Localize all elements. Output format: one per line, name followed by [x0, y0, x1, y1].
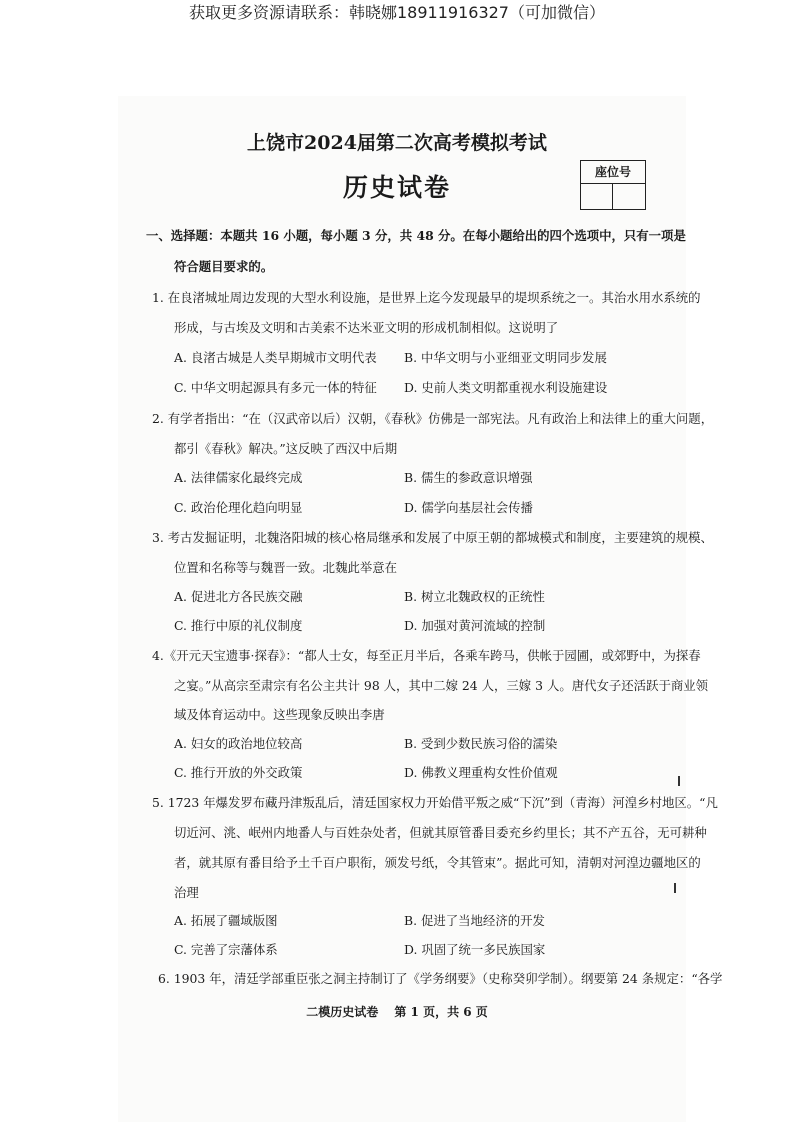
question-6-stem: 6. 1903 年，清廷学部重臣张之洞主持制订了《学务纲要》（史称癸卯学制）。纲要第 24 条规定：“各学 — [158, 971, 723, 986]
question-2-stem-cont: 都引《春秋》解决。”这反映了西汉中后期 — [174, 441, 398, 456]
question-4-option-c: C. 推行开放的外交政策 — [174, 765, 303, 780]
scan-mark — [678, 776, 680, 786]
section-heading: 一、选择题：本题共 16 小题，每小题 3 分，共 48 分。在每小题给出的四个选项中，只有一项是 — [146, 228, 686, 243]
question-4-option-b: B. 受到少数民族习俗的濡染 — [404, 736, 558, 751]
question-5-option-a: A. 拓展了疆域版图 — [174, 913, 278, 928]
section-heading-cont: 符合题目要求的。 — [174, 259, 274, 274]
question-1-option-d: D. 史前人类文明都重视水利设施建设 — [404, 380, 608, 395]
question-4-option-d: D. 佛教义理重构女性价值观 — [404, 765, 558, 780]
question-5-stem-cont-2: 者，就其原有番目给予土千百户职衔，颁发号纸，令其管束”。据此可知，清朝对河湟边疆地区的 — [174, 855, 701, 870]
question-2-option-b: B. 儒生的参政意识增强 — [404, 470, 533, 485]
question-2-option-a: A. 法律儒家化最终完成 — [174, 470, 303, 485]
question-1-stem: 1. 在良渚城址周边发现的大型水利设施，是世界上迄今发现最早的堤坝系统之一。其治水用水系统的 — [152, 290, 701, 305]
scanned-page — [118, 96, 686, 1122]
question-5-stem-cont-3: 治理 — [174, 885, 199, 900]
question-3-option-d: D. 加强对黄河流域的控制 — [404, 618, 546, 633]
question-3-stem: 3. 考古发掘证明，北魏洛阳城的核心格局继承和发展了中原王朝的都城模式和制度，主要建筑的规模、 — [152, 530, 713, 545]
question-2-option-c: C. 政治伦理化趋向明显 — [174, 500, 303, 515]
question-3-option-a: A. 促进北方各民族交融 — [174, 589, 303, 604]
question-3-option-c: C. 推行中原的礼仪制度 — [174, 618, 303, 633]
question-1-option-b: B. 中华文明与小亚细亚文明同步发展 — [404, 350, 607, 365]
exam-subtitle: 历史试卷 — [342, 173, 451, 202]
question-5-stem: 5. 1723 年爆发罗布藏丹津叛乱后，清廷国家权力开始借平叛之威“下沉”到（青海）河湟乡村地区。“凡 — [152, 795, 718, 810]
question-2-option-d: D. 儒学向基层社会传播 — [404, 500, 533, 515]
page-footer: 二模历史试卷 第 1 页，共 6 页 — [306, 1005, 488, 1019]
question-3-stem-cont: 位置和名称等与魏晋一致。北魏此举意在 — [174, 560, 398, 575]
question-1-option-c: C. 中华文明起源具有多元一体的特征 — [174, 380, 377, 395]
question-3-option-b: B. 树立北魏政权的正统性 — [404, 589, 545, 604]
question-5-option-c: C. 完善了宗藩体系 — [174, 942, 278, 957]
contact-banner: 获取更多资源请联系：韩晓娜18911916327（可加微信） — [189, 3, 605, 22]
question-2-stem: 2. 有学者指出：“在（汉武帝以后）汉朝，《春秋》仿佛是一部宪法。凡有政治上和法律上的重大问题， — [152, 411, 714, 426]
question-4-option-a: A. 妇女的政治地位较高 — [174, 736, 303, 751]
question-1-stem-cont: 形成，与古埃及文明和古美索不达米亚文明的形成机制相似。这说明了 — [174, 320, 559, 335]
scan-mark — [674, 883, 676, 893]
question-4-stem-cont-2: 域及体育运动中。这些现象反映出李唐 — [174, 707, 385, 722]
question-4-stem-cont-1: 之宴。”从高宗至肃宗有名公主共计 98 人，其中二嫁 24 人，三嫁 3 人。唐代女子还活跃于商业领 — [174, 678, 709, 693]
question-1-option-a: A. 良渚古城是人类早期城市文明代表 — [174, 350, 377, 365]
question-4-stem: 4.《开元天宝遗事·探春》：“都人士女，每至正月半后，各乘车跨马，供帐于园圃，或郊野中，为探春 — [152, 648, 701, 663]
question-5-stem-cont-1: 切近河、洮、岷州内地番人与百姓杂处者，但就其原管番目委充乡约里长；其不产五谷，无可耕种 — [174, 825, 707, 840]
exam-title: 上饶市2024届第二次高考模拟考试 — [247, 132, 547, 154]
seat-box-divider — [612, 183, 613, 209]
question-5-option-b: B. 促进了当地经济的开发 — [404, 913, 545, 928]
seat-number-box — [580, 160, 646, 210]
seat-number-label: 座位号 — [581, 161, 645, 184]
question-5-option-d: D. 巩固了统一多民族国家 — [404, 942, 546, 957]
